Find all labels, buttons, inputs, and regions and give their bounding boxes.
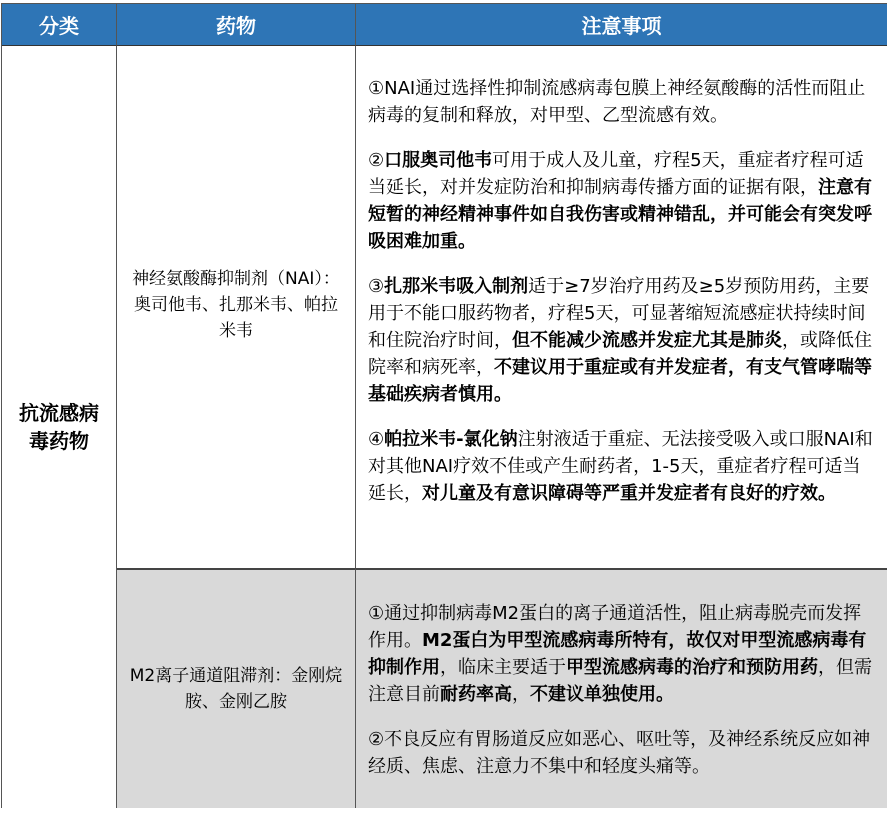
notes-cell-nai [356,46,887,568]
note-emphasis: 对儿童及有意识障碍等严重并发症者有良好的疗效。 [422,483,836,504]
note-text: ①NAI通过选择性抑制流感病毒包膜上神经氨酸酶的活性而阻止病毒的复制和释放，对甲型、乙型流感有效。 [368,78,866,126]
note-emphasis: 耐药率高 [440,684,512,705]
note-text: ，或降低住院率和病死率， [368,330,872,378]
note-text: ③ [368,276,385,297]
header-category: 分类 [2,4,117,46]
notes-cell-m2 [356,568,887,808]
note-paragraph [368,726,875,780]
note-text: ②不良反应有胃肠道反应如恶心、呕吐等，及神经系统反应如神经质、焦虑、注意力不集中和轻度头痛等。 [368,729,871,777]
note-text: ， [512,684,530,705]
drug-cell-m2 [117,568,356,808]
header-drug: 药物 [117,4,356,46]
drug-cell-m2-text: M2离子通道阻滞剂：金刚烷胺、金刚乙胺 [129,666,343,712]
drug-cell-nai: 神经氨酸酶抑制剂（NAI）：奥司他韦、扎那米韦、帕拉米韦 [117,46,356,568]
note-emphasis: 不建议用于重症或有并发症者，有支气管哮喘等基础疾病者慎用。 [368,357,872,405]
note-paragraph [368,75,875,129]
note-text: 注射液适于重症、无法接受吸入或口服NAI和对其他NAI疗效不佳或产生耐药者，1-5天，重症者疗程可适当延长， [368,429,873,504]
note-emphasis: 扎那米韦吸入制剂 [384,276,529,297]
note-text: ② [368,150,385,171]
note-emphasis: M2蛋白为甲型流感病毒所特有，故仅对甲型流感病毒有抑制作用 [368,630,867,678]
note-text: ①通过抑制病毒M2蛋白的离子通道活性，阻止病毒脱壳而发挥作用。 [368,603,862,651]
note-emphasis: 口服奥司他韦 [384,150,493,171]
note-text: ，但需注意目前 [368,657,872,705]
note-paragraph [368,600,875,708]
note-text: 适于≥7岁治疗用药及≥5岁预防用药，主要用于不能口服药物者，疗程5天，可显著缩短流感症状持续时间和住院治疗时间， [368,276,870,351]
note-paragraph [368,147,875,255]
header-notes: 注意事项 [356,4,887,46]
note-emphasis: 但不能减少流感并发症尤其是肺炎 [512,330,782,351]
drug-table [1,3,887,808]
category-cell: 抗流感病毒药物 [2,46,117,808]
note-emphasis: 帕拉米韦-氯化钠 [384,429,518,450]
note-text: ，临床主要适于 [440,657,566,678]
note-emphasis: 不建议单独使用。 [530,684,674,705]
note-paragraph [368,273,875,408]
note-emphasis: 甲型流感病毒的治疗和预防用药 [566,657,818,678]
note-text: 可用于成人及儿童，疗程5天，重症者疗程可适当延长，对并发症防治和抑制病毒传播方面的证据有限， [368,150,864,198]
note-emphasis: 注意有短暂的神经精神事件如自我伤害或精神错乱，并可能会有突发呼吸困难加重。 [368,177,872,252]
note-paragraph [368,426,875,507]
note-text: ④ [368,429,385,450]
